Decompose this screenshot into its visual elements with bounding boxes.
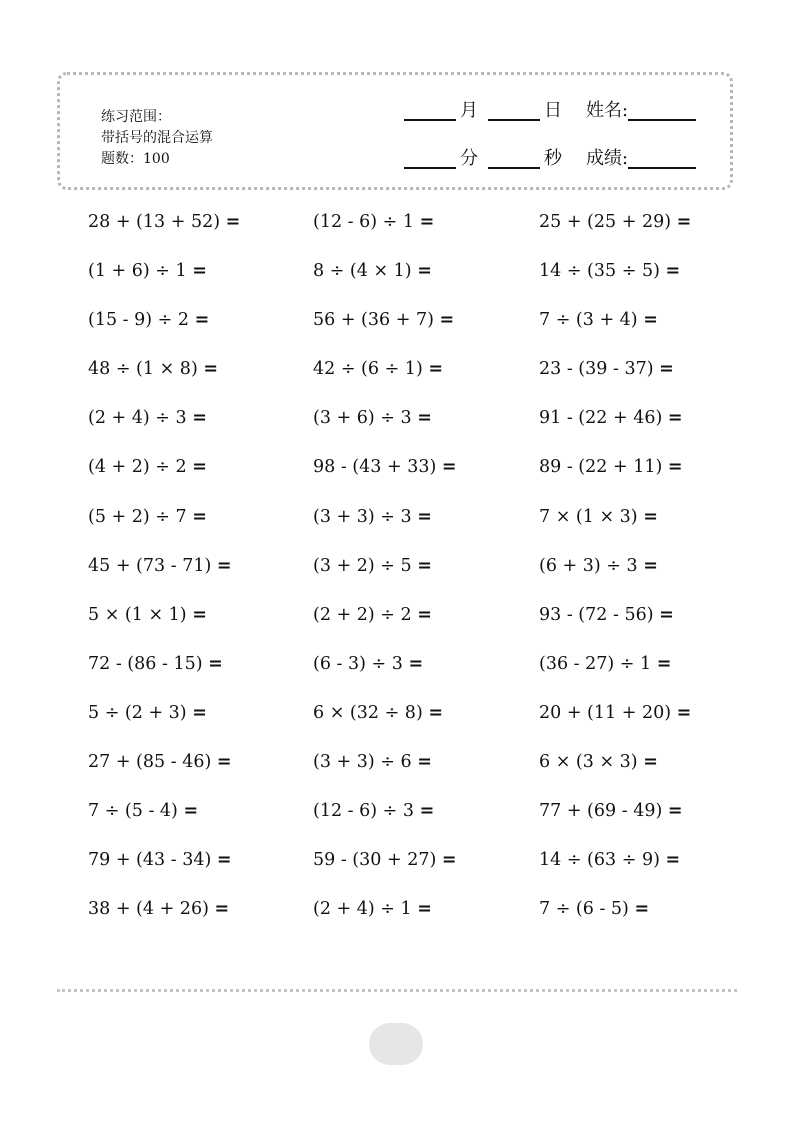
equals-sign: = (216, 555, 232, 576)
problem-item (313, 600, 539, 649)
problem-expression: (15 - 9) ÷ 2 (88, 310, 190, 331)
equals-sign: = (192, 702, 207, 723)
problem-expression: (6 + 3) ÷ 3 (539, 555, 638, 576)
problem-item (313, 354, 539, 403)
problem-item (313, 256, 539, 305)
problem-item (313, 207, 539, 256)
problem-item (88, 207, 313, 256)
problem-expression: 7 ÷ (5 - 4) (88, 801, 178, 822)
equals-sign: = (417, 899, 432, 920)
exercise-info (101, 107, 213, 170)
problem-item (539, 600, 748, 649)
problem-expression: 5 ÷ (2 + 3) (88, 702, 187, 723)
problem-item (88, 894, 313, 943)
question-count (101, 149, 213, 170)
problem-item (88, 256, 313, 305)
equals-sign: = (643, 506, 658, 527)
problem-expression: (1 + 6) ÷ 1 (88, 261, 187, 282)
equals-sign: = (417, 604, 432, 625)
problem-expression: 23 - (39 - 37) (539, 359, 654, 380)
range-label: 练习范围： (101, 109, 171, 125)
problem-expression: (4 + 2) ÷ 2 (88, 457, 187, 478)
equals-sign: = (192, 408, 207, 429)
equals-sign: = (656, 653, 672, 674)
equals-sign: = (417, 408, 432, 429)
problem-item (88, 649, 313, 698)
equals-sign: = (225, 212, 241, 232)
problem-item (539, 502, 748, 551)
problem-expression: 45 + (73 - 71) (88, 555, 212, 576)
problem-item (313, 698, 539, 747)
problem-item (539, 845, 748, 894)
score-label: 成绩: (586, 148, 629, 169)
problem-expression: 28 + (13 + 52) (88, 212, 221, 232)
equals-sign: = (665, 850, 681, 871)
problem-expression: (2 + 4) ÷ 3 (88, 408, 187, 429)
equals-sign: = (441, 457, 457, 478)
count-label: 题数： (101, 151, 143, 167)
problem-expression: 56 + (36 + 7) (313, 310, 434, 331)
equals-sign: = (667, 801, 683, 822)
problem-expression: 93 - (72 - 56) (539, 604, 654, 625)
equals-sign: = (183, 801, 199, 822)
problem-expression: 5 × (1 × 1) (88, 604, 187, 625)
problem-item (313, 502, 539, 551)
second-blank[interactable] (488, 147, 540, 169)
equals-sign: = (667, 457, 683, 478)
equals-sign: = (643, 310, 658, 331)
equals-sign: = (634, 899, 650, 920)
problem-expression: 91 - (22 + 46) (539, 408, 663, 429)
equals-sign: = (216, 752, 232, 773)
problem-expression: 14 ÷ (63 ÷ 9) (539, 850, 660, 871)
problem-item (313, 403, 539, 452)
problem-item (88, 698, 313, 747)
problem-item (539, 894, 748, 943)
equals-sign: = (417, 555, 432, 576)
month-label: 月 (460, 100, 478, 121)
equals-sign: = (428, 702, 444, 723)
problem-expression: (36 - 27) ÷ 1 (539, 653, 652, 674)
problem-expression: 6 × (3 × 3) (539, 752, 638, 773)
worksheet-header (57, 72, 733, 190)
problem-item (313, 796, 539, 845)
equals-sign: = (194, 310, 210, 331)
problem-expression: 77 + (69 - 49) (539, 801, 663, 822)
problem-expression: (12 - 6) ÷ 3 (313, 801, 415, 822)
problem-item (88, 747, 313, 796)
problem-item (88, 305, 313, 354)
range-value: 带括号的混合运算 (101, 130, 213, 146)
equals-sign: = (659, 359, 674, 380)
problem-expression: 72 - (86 - 15) (88, 653, 203, 674)
equals-sign: = (439, 310, 455, 331)
equals-sign: = (417, 261, 432, 282)
day-blank[interactable] (488, 99, 540, 121)
problem-item (313, 305, 539, 354)
problem-expression: 7 × (1 × 3) (539, 506, 638, 527)
equals-sign: = (643, 752, 658, 773)
equals-sign: = (667, 408, 683, 429)
equals-sign: = (419, 801, 435, 822)
equals-sign: = (417, 506, 432, 527)
minute-label: 分 (460, 148, 478, 169)
problem-item (539, 207, 748, 256)
problem-expression: (6 - 3) ÷ 3 (313, 653, 403, 674)
equals-sign: = (214, 899, 230, 920)
problem-expression: 38 + (4 + 26) (88, 899, 209, 920)
problem-expression: 42 ÷ (6 ÷ 1) (313, 359, 423, 380)
problem-item (313, 845, 539, 894)
equals-sign: = (676, 702, 692, 723)
problem-item (539, 403, 748, 452)
time-score-row (404, 147, 696, 169)
problem-expression: 25 + (25 + 29) (539, 212, 672, 232)
problem-expression: 89 - (22 + 11) (539, 457, 663, 478)
problem-expression: (3 + 3) ÷ 6 (313, 752, 412, 773)
problem-item (88, 600, 313, 649)
equals-sign: = (192, 506, 207, 527)
name-label: 姓名: (586, 100, 629, 121)
footer-divider (57, 989, 737, 992)
problem-expression: (2 + 2) ÷ 2 (313, 604, 412, 625)
problem-expression: 79 + (43 - 34) (88, 850, 212, 871)
equals-sign: = (676, 212, 692, 232)
equals-sign: = (216, 850, 232, 871)
problem-item (539, 747, 748, 796)
count-value: 100 (143, 151, 170, 167)
problem-item (88, 502, 313, 551)
equals-sign: = (203, 359, 219, 380)
problem-item (313, 894, 539, 943)
equals-sign: = (428, 359, 444, 380)
problem-item (88, 452, 313, 501)
problem-expression: (12 - 6) ÷ 1 (313, 212, 415, 232)
equals-sign: = (408, 653, 424, 674)
problem-item (539, 649, 748, 698)
equals-sign: = (441, 850, 457, 871)
problem-grid (88, 207, 748, 943)
equals-sign: = (417, 752, 432, 773)
name-blank[interactable] (628, 99, 696, 121)
problem-expression: (3 + 6) ÷ 3 (313, 408, 412, 429)
problem-expression: (3 + 2) ÷ 5 (313, 555, 412, 576)
equals-sign: = (659, 604, 674, 625)
problem-item (539, 354, 748, 403)
equals-sign: = (192, 457, 207, 478)
equals-sign: = (192, 261, 207, 282)
problem-expression: 20 + (11 + 20) (539, 702, 672, 723)
problem-item (313, 551, 539, 600)
page-number-badge (369, 1023, 423, 1065)
problem-expression: 6 × (32 ÷ 8) (313, 702, 423, 723)
problem-expression: (5 + 2) ÷ 7 (88, 506, 187, 527)
problem-expression: (3 + 3) ÷ 3 (313, 506, 412, 527)
equals-sign: = (665, 261, 681, 282)
problem-item (88, 551, 313, 600)
problem-expression: 27 + (85 - 46) (88, 752, 212, 773)
problem-expression: 48 ÷ (1 × 8) (88, 359, 198, 380)
problem-expression: 7 ÷ (6 - 5) (539, 899, 629, 920)
problem-expression: 7 ÷ (3 + 4) (539, 310, 638, 331)
problem-item (539, 698, 748, 747)
second-label: 秒 (544, 148, 562, 169)
problem-item (539, 796, 748, 845)
problem-item (313, 452, 539, 501)
equals-sign: = (419, 212, 435, 232)
problem-item (313, 747, 539, 796)
problem-item (539, 305, 748, 354)
problem-expression: 98 - (43 + 33) (313, 457, 437, 478)
score-blank[interactable] (628, 147, 696, 169)
date-name-row (404, 99, 696, 121)
equals-sign: = (643, 555, 658, 576)
problem-expression: (2 + 4) ÷ 1 (313, 899, 412, 920)
minute-blank[interactable] (404, 147, 456, 169)
problem-item (88, 796, 313, 845)
equals-sign: = (208, 653, 223, 674)
problem-item (539, 551, 748, 600)
month-blank[interactable] (404, 99, 456, 121)
problem-item (88, 403, 313, 452)
problem-expression: 59 - (30 + 27) (313, 850, 437, 871)
problem-expression: 8 ÷ (4 × 1) (313, 261, 412, 282)
equals-sign: = (192, 604, 207, 625)
problem-item (539, 256, 748, 305)
problem-item (539, 452, 748, 501)
problem-expression: 14 ÷ (35 ÷ 5) (539, 261, 660, 282)
problem-item (88, 354, 313, 403)
problem-item (88, 845, 313, 894)
problem-item (313, 649, 539, 698)
day-label: 日 (544, 100, 562, 121)
